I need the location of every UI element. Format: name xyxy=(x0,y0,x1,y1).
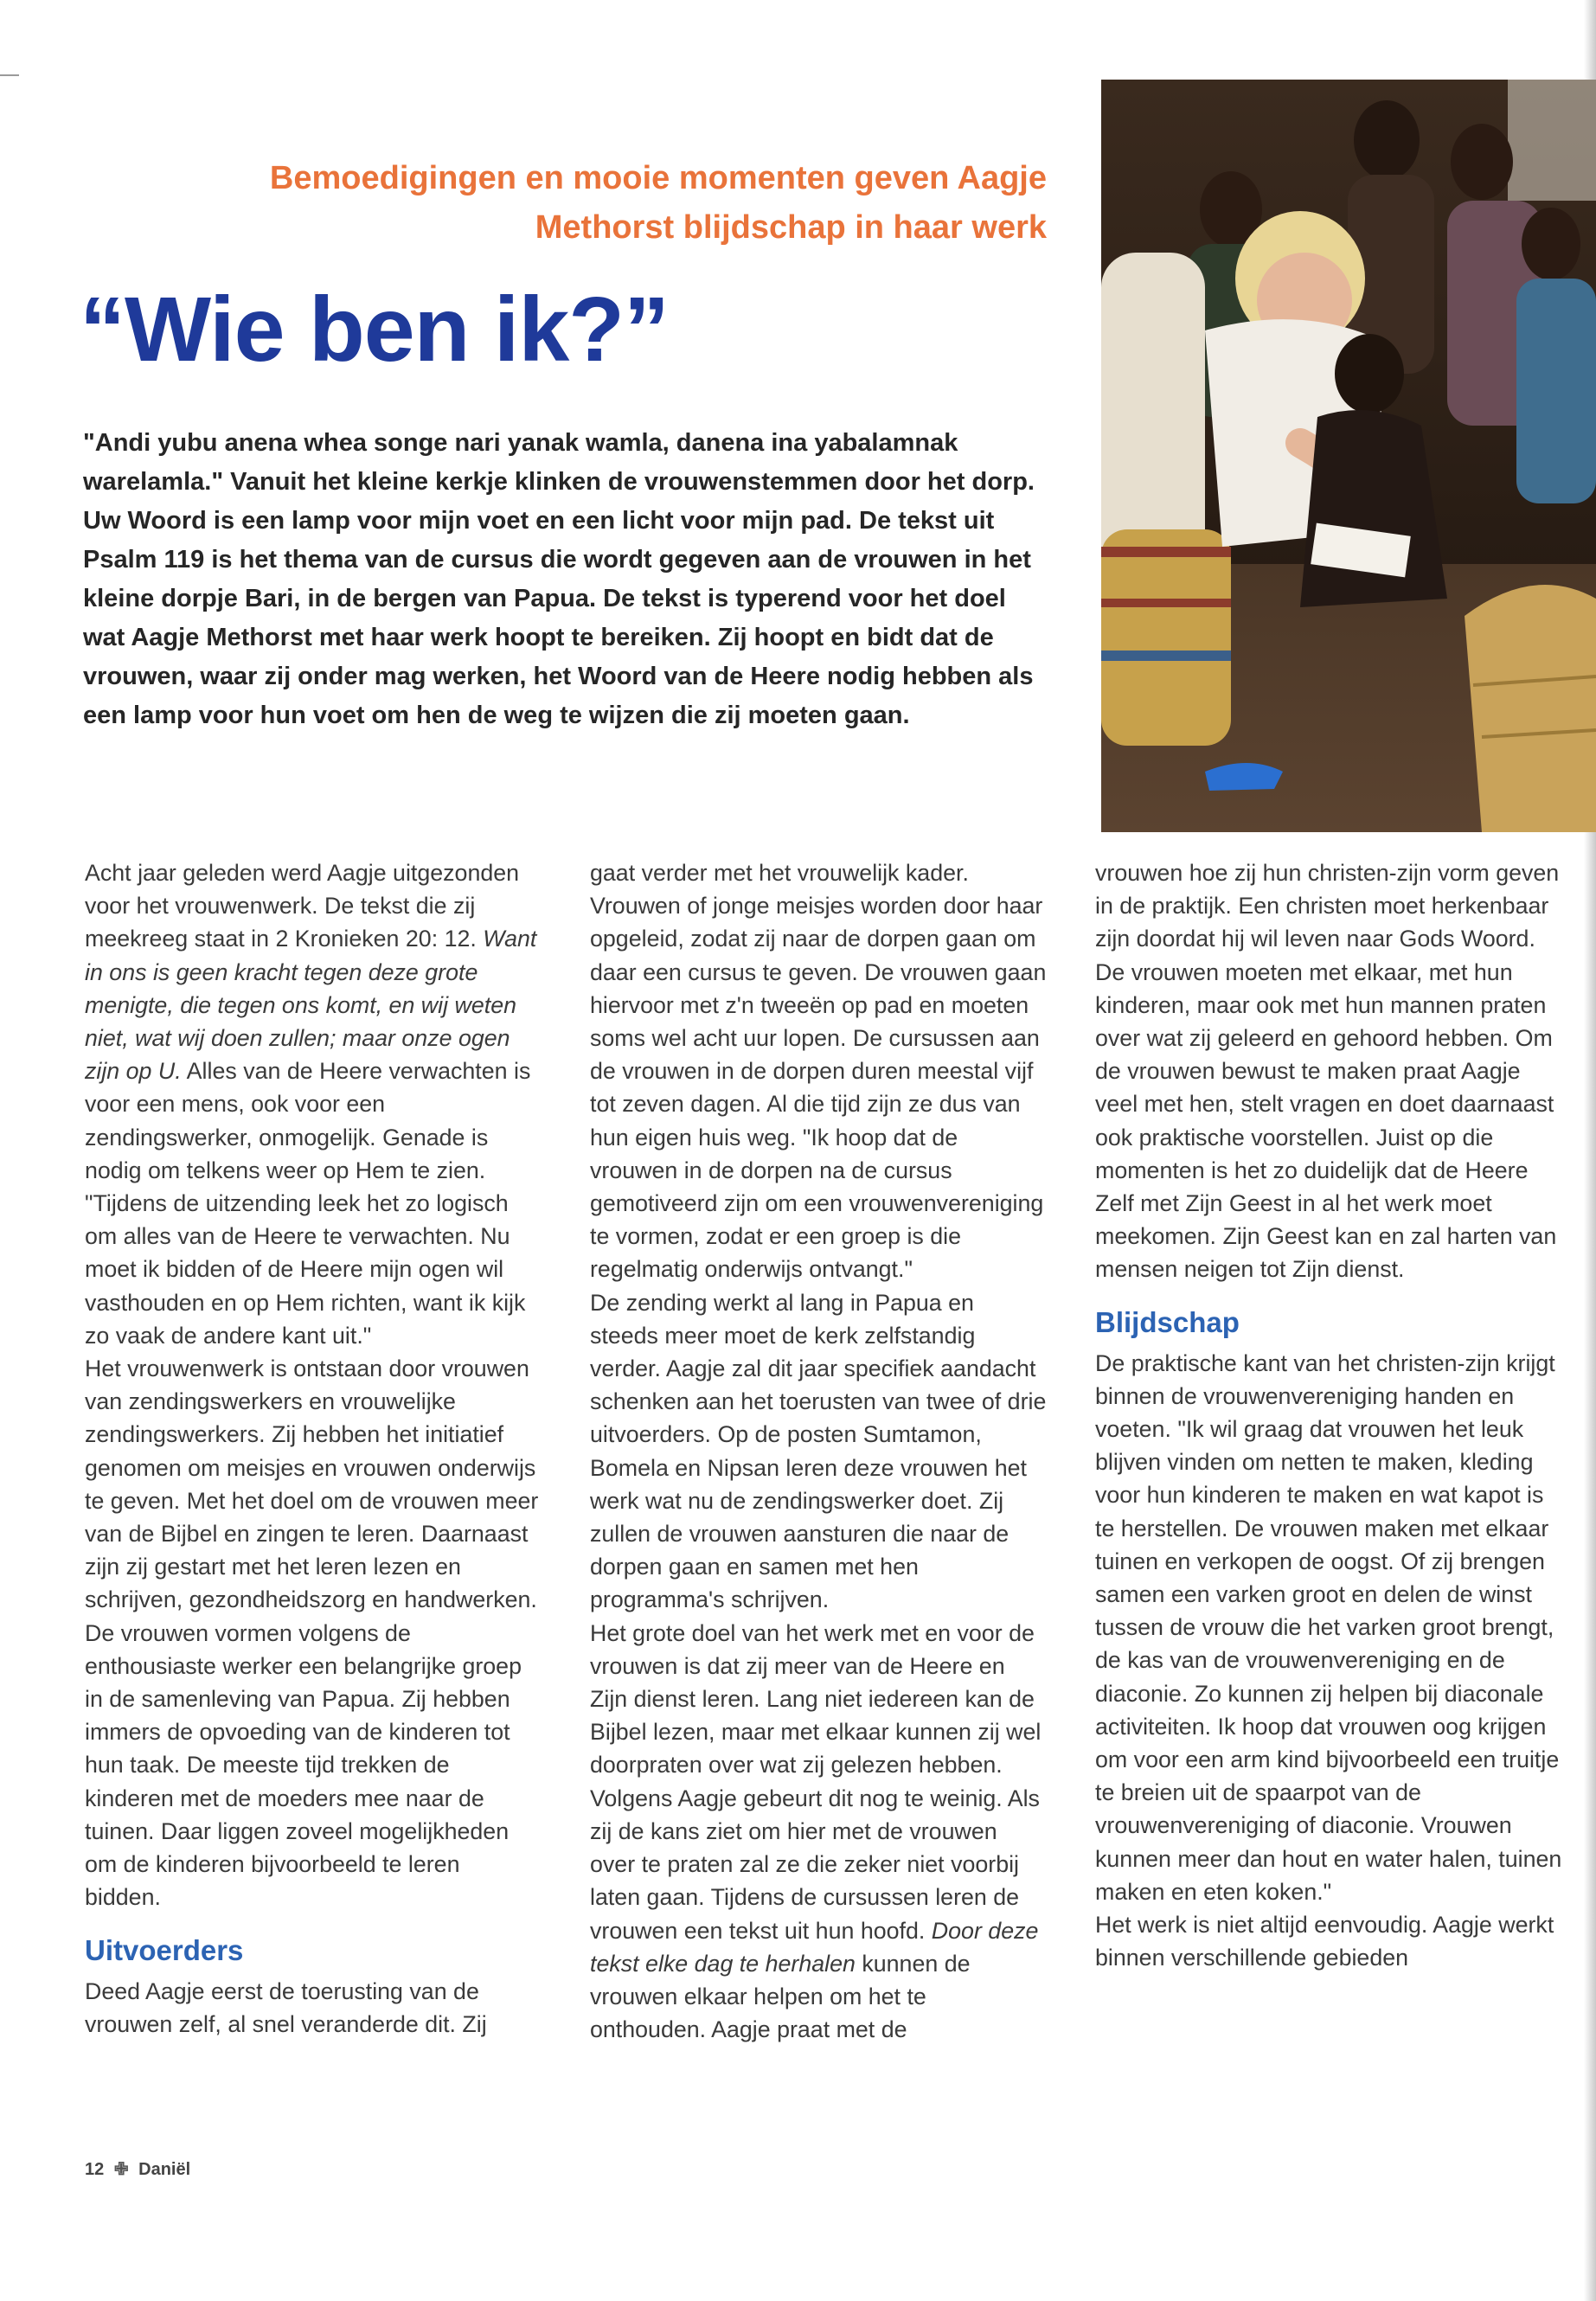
body-text: Het grote doel van het werk met en voor de vrouwen is dat zij meer van de Heere en Zijn dienst leren. Lang niet iedereen kan de Bijbel lezen, maar met elkaar kunnen zij wel doorpraten over wat zij gelezen hebben. Volgens Aagje gebeurt dit nog te weinig. Als zij de kans ziet om hier met de vrouwen over te praten zal ze die zeker niet voorbij laten gaan. Tijdens de cursussen leren de vrouwen een tekst uit hun hoofd. xyxy=(590,1619,1042,1944)
body-text: Acht jaar geleden werd Aagje uitgezonden voor het vrouwenwerk. De tekst die zij meekreeg staat in 2 Kronieken 20: 12. xyxy=(85,860,520,952)
cross-icon: ✙ xyxy=(113,2160,129,2179)
body-paragraph: vrouwen hoe zij hun christen-zijn vorm geven in de praktijk. Een christen moet herkenbaar zijn doordat hij wil leven naar Gods Woord. De vrouwen moeten met elkaar, met hun kinderen, maar ook met hun mannen praten over wat zij geleerd en gehoord hebben. Om de vrouwen bewust te maken praat Aagje veel met hen, stelt vragen en doet daarnaast ook praktische voorstellen. Juist op die momenten is het zo duidelijk dat de Heere Zelf met Zijn Geest in al het werk moet meekomen. Zijn Geest kan en zal harten van mensen neigen tot Zijn dienst. xyxy=(1095,860,1560,1283)
body-paragraph: Het vrouwenwerk is ontstaan door vrouwen van zendingswerkers en vrouwelijke zendingswerkers. Zij hebben het initiatief genomen om meisjes en vrouwen onderwijs te geven. Met het doel om de vrouwen meer van de Bijbel en zingen te leren. Daarnaast zijn zij gestart met het leren lezen en schrijven, gezondheidszorg en handwerken. De vrouwen vormen volgens de enthousiaste werker een belangrijke groep in de samenleving van Papua. Zij hebben immers de opvoeding van de kinderen tot hun taak. De meeste tijd trekken de kinderen met de moeders mee naar de tuinen. Daar liggen zoveel mogelijkheden om de kinderen bijvoorbeeld te leren bidden. xyxy=(85,1356,539,1911)
body-paragraph: De praktische kant van het christen-zijn krijgt binnen de vrouwenvereniging handen en voeten. "Ik wil graag dat vrouwen het leuk blijven vinden om netten te maken, kleding voor hun kinderen te maken en wat kapot is te herstellen. De vrouwen maken met elkaar tuinen en verkopen de oogst. Of zij brengen samen een varken groot en delen de winst tussen de vrouw die het varken groot brengt, de kas van de vrouwenvereniging en de diaconie. Zo kunnen zij helpen bij diaconale activiteiten. Ik hoop dat vrouwen oog krijgen om voor een arm kind bijvoorbeeld een truitje te breien uit de spaarpot van de vrouwenvereniging of diaconie. Vrouwen kunnen meer dan hout en water halen, tuinen maken en eten koken." xyxy=(1095,1349,1562,1905)
emphasized-text: Door deze tekst elke dag te herhalen xyxy=(590,1917,1039,1977)
body-text: kunnen de vrouwen elkaar helpen om het te onthouden. Aagje praat met de xyxy=(590,1950,971,2043)
page-number: 12 xyxy=(85,2160,105,2179)
column-1 xyxy=(85,856,542,2041)
column-3 xyxy=(1095,856,1562,1975)
kicker-line-2: Methorst blijdschap in haar werk xyxy=(535,209,1047,246)
body-paragraph xyxy=(85,856,542,1352)
column-2 xyxy=(590,856,1047,2046)
article-kicker xyxy=(138,154,1047,253)
kicker-line-1: Bemoedigingen en mooie momenten geven Aagje xyxy=(269,160,1047,196)
body-paragraph: De zending werkt al lang in Papua en steeds meer moet de kerk zelfstandig verder. Aagje zal dit jaar specifiek aandacht schenken aan het toerusten van twee of drie uitvoerders. Op de posten Sumtamon, Bomela en Nipsan leren deze vrouwen het werk wat nu de zendingswerker doet. Zij zullen de vrouwen aansturen die naar de dorpen gaan en samen met hen programma's schrijven. xyxy=(590,1289,1047,1613)
body-paragraph: gaat verder met het vrouwelijk kader. Vrouwen of jonge meisjes worden door haar opgeleid, zodat zij naar de dorpen gaan om daar een cursus te geven. De vrouwen gaan hiervoor met z'n tweeën op pad en moeten soms wel acht uur lopen. De cursussen aan de vrouwen in de dorpen duren meestal vijf tot zeven dagen. Al die tijd zijn ze dus van hun eigen huis weg. "Ik hoop dat de vrouwen in de dorpen na de cursus gemotiveerd zijn om een vrouwenvereniging te vormen, zodat er een groep is die regelmatig onderwijs ontvangt." xyxy=(590,860,1047,1283)
section-heading-uitvoerders: Uitvoerders xyxy=(85,1933,244,1966)
body-paragraph: Het werk is niet altijd eenvoudig. Aagje werkt binnen verschillende gebieden xyxy=(1095,1912,1554,1971)
photo-women-bible-study-icon xyxy=(1101,80,1596,832)
article-title: “Wie ben ik?” xyxy=(80,279,670,381)
body-paragraph: Deed Aagje eerst de toerusting van de vrouwen zelf, al snel veranderde dit. Zij xyxy=(85,1977,487,2037)
page-footer xyxy=(85,2158,190,2180)
body-text: Alles van de Heere verwachten is voor een mens, ook voor een zendingswerker, onmogelijk. Genade is nodig om telkens weer op Hem te zien. "Tijdens de uitzending leek het zo logisch om alles van de Heere te verwachten. Nu moet ik bidden of de Heere mijn ogen wil vasthouden en op Hem richten, want ik kijk zo vaak de andere kant uit." xyxy=(85,1058,531,1349)
article-photo xyxy=(1101,80,1596,832)
article-intro: "Andi yubu anena whea songe nari yanak wamla, danena ina yabalamnak warelamla." Vanuit het kleine kerkje klinken de vrouwenstemmen door het dorp. Uw Woord is een lamp voor mijn voet en een licht voor mijn pad. De tekst uit Psalm 119 is het thema van de cursus die wordt gegeven aan de vrouwen in het kleine dorpje Bari, in de bergen van Papua. De tekst is typerend voor het doel wat Aagje Methorst met haar werk hoopt te bereiken. Zij hoopt en bidt dat de vrouwen, waar zij onder mag werken, het Woord van de Heere nodig hebben als een lamp voor hun voet om hen de weg te wijzen die zij moeten gaan. xyxy=(83,429,1035,729)
section-heading-blijdschap: Blijdschap xyxy=(1095,1305,1240,1338)
body-paragraph xyxy=(590,1617,1047,2047)
bible-quote: Want in ons is geen kracht tegen deze grote menigte, die tegen ons komt, en wij weten niet, wat wij doen zullen; maar onze ogen zijn op U. xyxy=(85,926,537,1085)
magazine-name: Daniël xyxy=(138,2160,191,2179)
crop-mark xyxy=(0,74,19,76)
